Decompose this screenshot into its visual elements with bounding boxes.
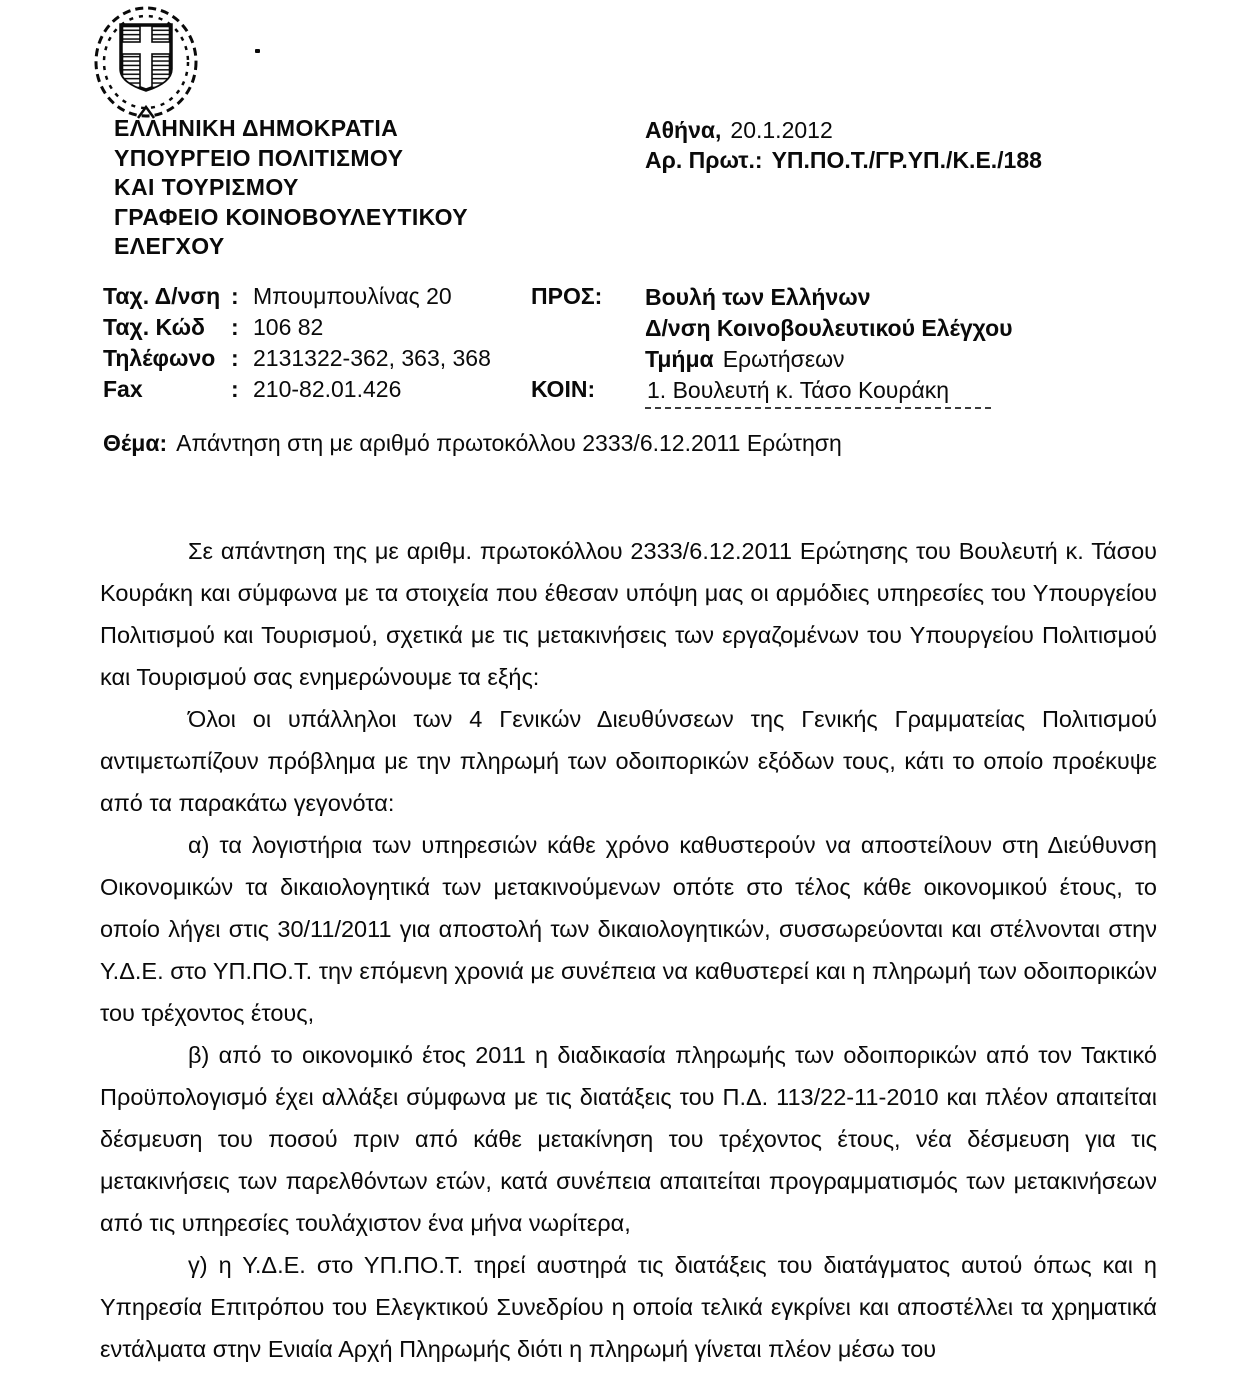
agency-line: ΚΑΙ ΤΟΥΡΙΣΜΟΥ [114,174,299,200]
cc-label: ΚΟΙΝ: [531,376,596,402]
contact-label: Τηλέφωνο [103,345,216,371]
city-label: Αθήνα, [645,117,722,143]
contact-value: 2131322-362, 363, 368 [253,345,491,371]
contact-row-phone [103,343,491,374]
greek-coat-of-arms-icon [88,6,205,122]
city-date-line [645,115,1042,145]
recipient-line: Βουλή των Ελλήνων [645,284,871,310]
agency-line: ΥΠΟΥΡΓΕΙΟ ΠΟΛΙΤΙΣΜΟΥ [114,144,404,171]
contact-value: Μπουμπουλίνας 20 [253,283,452,309]
recipients-block [645,282,1013,409]
contact-value: 210-82.01.426 [253,376,402,402]
cc-recipient-name: 1. Βουλευτή κ. Τάσο Κουράκη [645,375,991,409]
scan-artifact-dot [255,49,260,53]
cc-recipient-line [645,375,1013,409]
body-paragraph-problem: Όλοι οι υπάλληλοι των 4 Γενικών Διευθύνσεων της Γενικής Γραμματείας Πολιτισμού αντιμετωπίζουν πρόβλημα με την πληρωμή των οδοιπορικών εξόδων τους, κάτι το οποίο προέκυψε από τα παρακάτω γεγονότα: [100,706,1157,816]
dept-value: Ερωτήσεων [722,346,845,372]
contact-row-address [103,281,491,312]
contact-label: Fax [103,376,143,402]
protocol-line [645,145,1042,175]
subject-label: Θέμα: [103,430,168,456]
subject-text: Απάντηση στη με αριθμό πρωτοκόλλου 2333/6.12.2011 Ερώτηση [176,430,842,456]
contact-separator: : [231,345,239,371]
contact-row-postcode [103,312,491,343]
dept-label: Τμήμα [645,346,714,372]
recipient-dept-line [645,344,1013,375]
contact-separator: : [231,283,239,309]
protocol-number: ΥΠ.ΠΟ.Τ./ΓΡ.ΥΠ./Κ.Ε./188 [771,147,1042,173]
agency-line: ΕΛΕΓΧΟΥ [114,233,225,259]
body-paragraph-c: γ) η Υ.Δ.Ε. στο ΥΠ.ΠΟ.Τ. τηρεί αυστηρά τις διατάξεις του διατάγματος αυτού όπως και η Υπηρεσία Επιτρόπου του Ελεγκτικού Συνεδρίου η οποία τελικά εγκρίνει και αποστέλλει τα χρηματικά εντάλματα στην Ενιαία Αρχή Πληρωμής διότι η πληρωμή γίνεται πλέον μέσω του [100,1252,1157,1362]
contact-label: Ταχ. Δ/νση [103,283,221,309]
protocol-label: Αρ. Πρωτ.: [645,147,763,173]
agency-line: ΓΡΑΦΕΙΟ ΚΟΙΝΟΒΟΥΛΕΥΤΙΚΟΥ [114,203,468,230]
contact-row-fax [103,374,491,405]
recipient-line: Δ/νση Κοινοβουλευτικού Ελέγχου [645,315,1013,341]
contact-info-block [103,281,491,405]
contact-separator: : [231,376,239,402]
letterhead-agency-block [114,114,468,262]
date-protocol-block [645,115,1042,175]
letter-body [100,530,1157,1370]
to-label: ΠΡΟΣ: [531,283,603,309]
body-paragraph-intro: Σε απάντηση της με αριθμ. πρωτοκόλλου 2333/6.12.2011 Ερώτησης του Βουλευτή κ. Τάσου Κουράκη και σύμφωνα με τα στοιχεία που έθεσαν υπόψη μας οι αρμόδιες υπηρεσίες του Υπουργείου Πολιτισμού και Τουρισμού, σχετικά με τις μετακινήσεις των εργαζομένων του Υπουργείου Πολιτισμού και Τουρισμού σας ενημερώνουμε τα εξής: [100,538,1157,690]
subject-line [103,428,1163,458]
contact-separator: : [231,314,239,340]
agency-line: ΕΛΛΗΝΙΚΗ ΔΗΜΟΚΡΑΤΙΑ [114,115,399,141]
body-paragraph-a: α) τα λογιστήρια των υπηρεσιών κάθε χρόνο καθυστερούν να αποστείλουν στη Διεύθυνση Οικονομικών τα δικαιολογητικά των μετακινούμενων οπότε στο τέλος κάθε οικονομικού έτους, το οποίο λήγει στις 30/11/2011 για αποστολή των δικαιολογητικών, συσσωρεύονται και στέλνονται στην Υ.Δ.Ε. στο ΥΠ.ΠΟ.Τ. την επόμενη χρονιά με συνέπεια να καθυστερεί και η πληρωμή των οδοιπορικών του τρέχοντος έτους, [100,832,1157,1026]
body-paragraph-b: β) από το οικονομικό έτος 2011 η διαδικασία πληρωμής των οδοιπορικών από τον Τακτικό Προϋπολογισμό έχει αλλάξει σύμφωνα με τις διατάξεις του Π.Δ. 113/22-11-2010 και πλέον απαιτείται δέσμευση του ποσού πριν από κάθε μετακίνηση του τρέχοντος έτους, νέα δέσμευση για τις μετακινήσεις των παρελθόντων ετών, κατά συνέπεια απαιτείται προγραμματισμός των μετακινήσεων από τις υπηρεσίες τουλάχιστον ένα μήνα νωρίτερα, [100,1042,1157,1236]
contact-label: Ταχ. Κώδ [103,314,205,340]
date-value: 20.1.2012 [730,117,833,143]
contact-value: 106 82 [253,314,324,340]
